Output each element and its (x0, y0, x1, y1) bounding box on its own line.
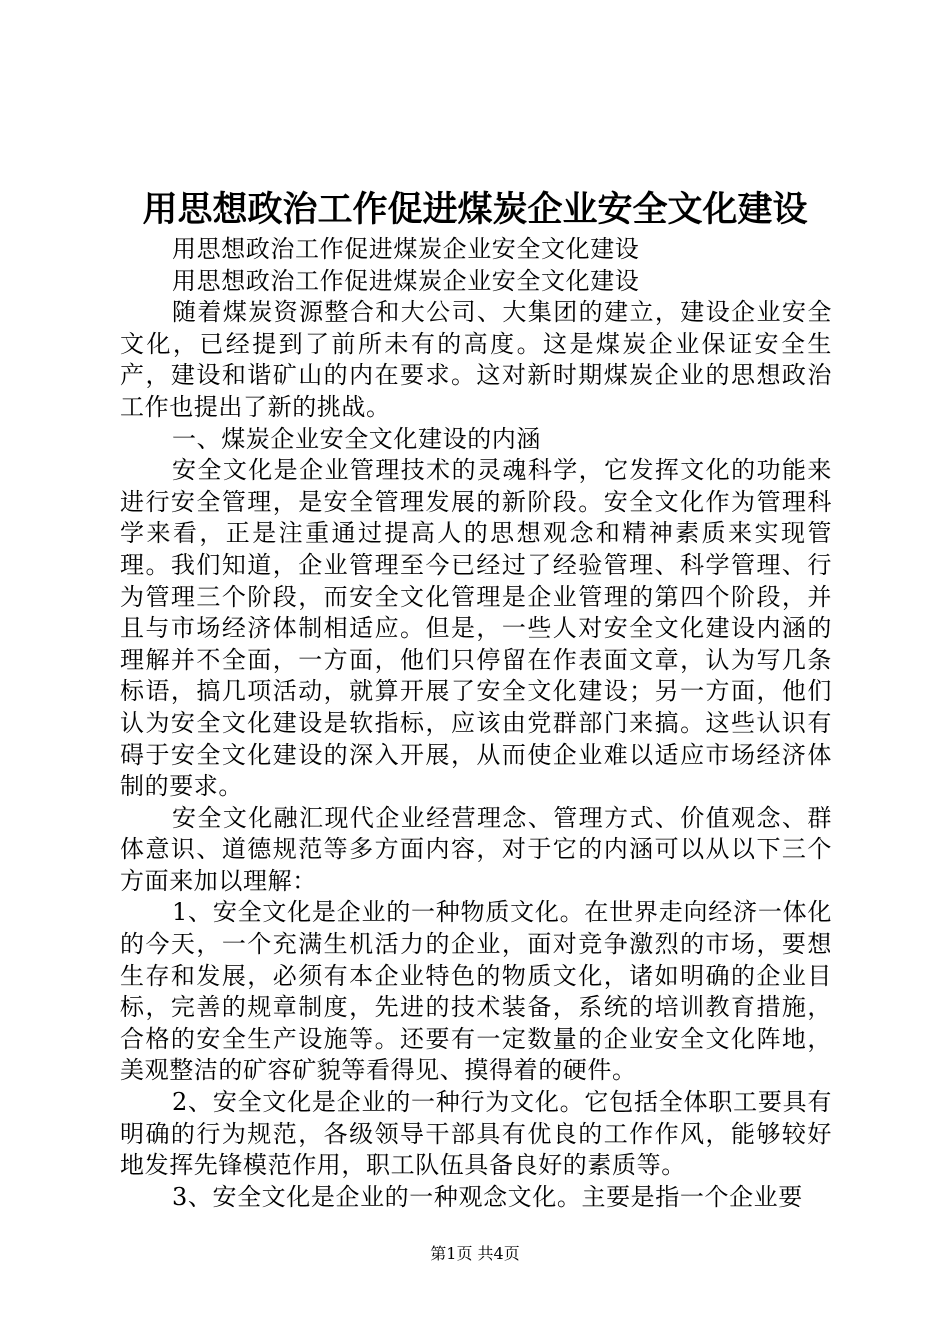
paragraph-point-3: 3、安全文化是企业的一种观念文化。主要是指一个企业要 (172, 1182, 803, 1211)
paragraph-intro: 随着煤炭资源整合和大公司、大集团的建立，建设企业安全文化，已经提到了前所未有的高度。这是煤炭企业保证安全生产，建设和谐矿山的内在要求。这对新时期煤炭企业的思想政治工作也提出了新的挑战。 (120, 298, 832, 421)
page-number-footer: 第1页 共4页 (430, 1244, 520, 1263)
paragraph-subtitle-1: 用思想政治工作促进煤炭企业安全文化建设 (172, 235, 640, 263)
document-body (120, 234, 832, 1213)
paragraph-point-2: 2、安全文化是企业的一种行为文化。它包括全体职工要具有明确的行为规范，各级领导干部具有优良的工作作风，能够较好地发挥先锋模范作用，职工队伍具备良好的素质等。 (120, 1088, 832, 1180)
paragraph-aspects: 安全文化融汇现代企业经营理念、管理方式、价值观念、群体意识、道德规范等多方面内容，对于它的内涵可以从以下三个方面来加以理解： (120, 803, 832, 895)
section-heading-1: 一、煤炭企业安全文化建设的内涵 (172, 424, 541, 453)
document-title: 用思想政治工作促进煤炭企业安全文化建设 (142, 189, 808, 230)
paragraph-subtitle-2: 用思想政治工作促进煤炭企业安全文化建设 (172, 266, 640, 295)
paragraph-connotation: 安全文化是企业管理技术的灵魂科学，它发挥文化的功能来进行安全管理，是安全管理发展的新阶段。安全文化作为管理科学来看，正是注重通过提高人的思想观念和精神素质来实现管理。我们知道，企业管理至今已经过了经验管理、科学管理、行为管理三个阶段，而安全文化管理是企业管理的第四个阶段，并且与市场经济体制相适应。但是，一些人对安全文化建设内涵的理解并不全面，一方面，他们只停留在作表面文章，认为写几条标语，搞几项活动，就算开展了安全文化建设；另一方面，他们认为安全文化建设是软指标，应该由党群部门来搞。这些认识有碍于安全文化建设的深入开展，从而使企业难以适应市场经济体制的要求。 (120, 456, 832, 801)
paragraph-point-1: 1、安全文化是企业的一种物质文化。在世界走向经济一体化的今天，一个充满生机活力的企业，面对竞争激烈的市场，要想生存和发展，必须有本企业特色的物质文化，诸如明确的企业目标，完善的规章制度，先进的技术装备，系统的培训教育措施，合格的安全生产设施等。还要有一定数量的企业安全文化阵地，美观整洁的矿容矿貌等看得见、摸得着的硬件。 (120, 898, 832, 1085)
